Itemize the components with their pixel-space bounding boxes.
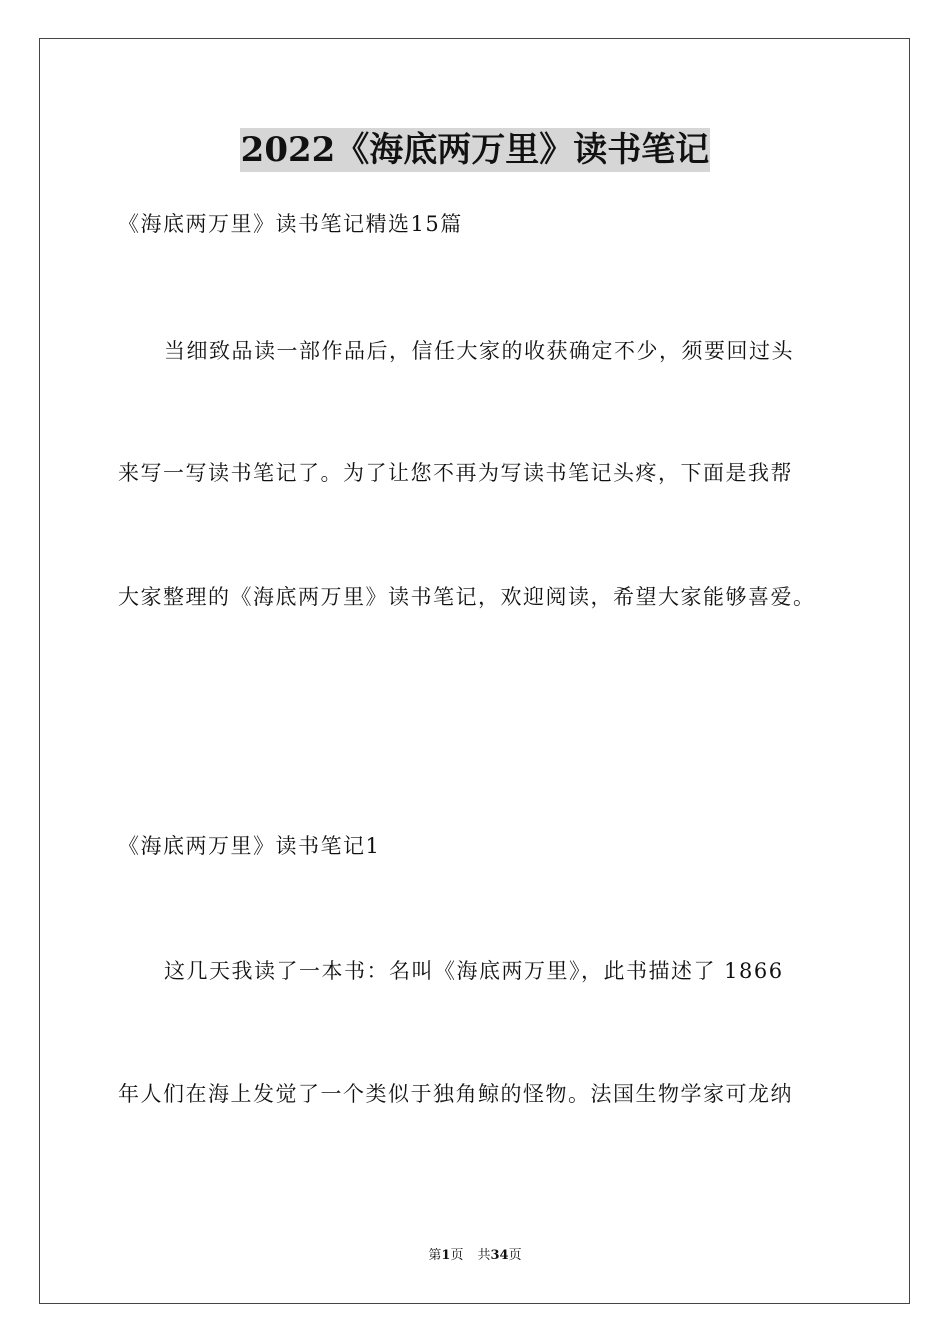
page-suffix: 页 [450, 1248, 464, 1263]
page-number: 1 [441, 1248, 451, 1263]
body-line-2: 年人们在海上发觉了一个类似于独角鲸的怪物。法国生物学家可龙纳 [118, 1082, 793, 1106]
title-container [0, 128, 950, 172]
total-prefix: 共 [477, 1248, 491, 1263]
total-suffix: 页 [508, 1248, 522, 1263]
document-subtitle: 《海底两万里》读书笔记精选15篇 [118, 212, 463, 236]
page-footer [0, 1248, 950, 1264]
page-prefix: 第 [428, 1248, 442, 1263]
body-line-1: 这几天我读了一本书：名叫《海底两万里》，此书描述了 1866 [164, 959, 784, 983]
intro-line-2: 来写一写读书笔记了。为了让您不再为写读书笔记头疼，下面是我帮 [118, 461, 793, 485]
intro-line-3: 大家整理的《海底两万里》读书笔记，欢迎阅读，希望大家能够喜爱。 [118, 585, 816, 609]
section-heading: 《海底两万里》读书笔记1 [118, 834, 381, 858]
document-title: 2022《海底两万里》读书笔记 [240, 130, 710, 170]
total-pages: 34 [490, 1248, 509, 1263]
intro-line-1: 当细致品读一部作品后，信任大家的收获确定不少，须要回过头 [164, 339, 794, 363]
